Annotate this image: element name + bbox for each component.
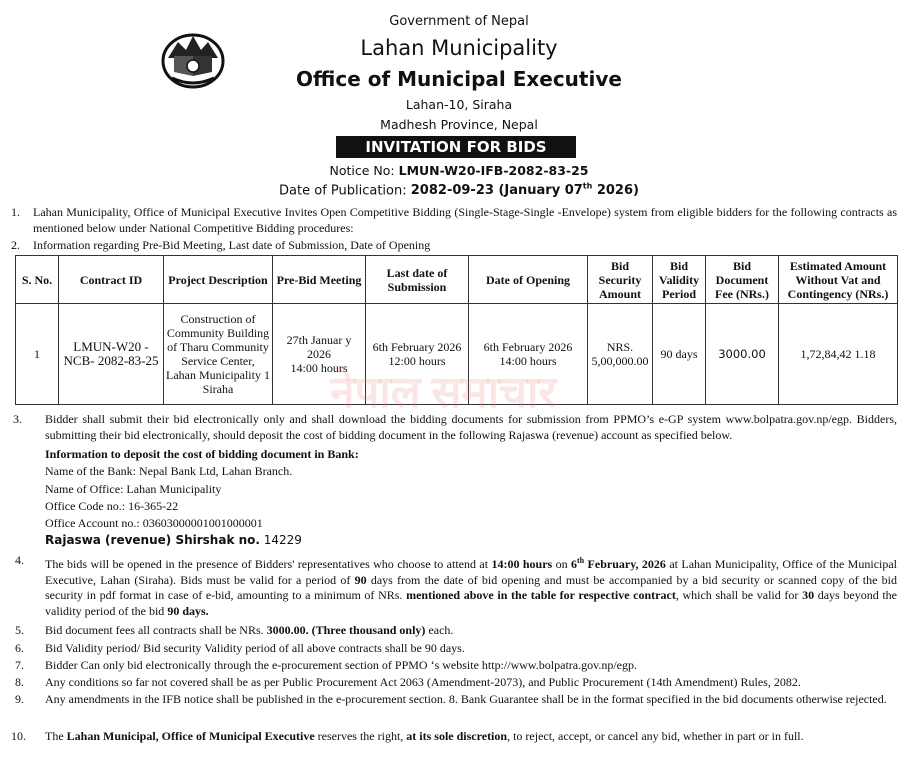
office-code: Office Code no.: 16-365-22 <box>45 499 179 513</box>
cell-estimate: 1,72,84,42 1.18 <box>779 304 898 405</box>
item-number: 4. <box>15 553 24 567</box>
item-9-text: Any amendments in the IFB notice shall be published in the e-procurement section. 8. Bank Guarantee shall be in the format specified in the bid documents otherwise rejected. <box>45 692 887 706</box>
municipality-title: Lahan Municipality <box>360 36 558 60</box>
bank-name: Name of the Bank: Nepal Bank Ltd, Lahan Branch. <box>45 464 293 478</box>
column-header: Bid Document Fee (NRs.) <box>706 256 779 304</box>
address-line-2: Madhesh Province, Nepal <box>380 117 538 132</box>
office-account: Office Account no.: 03603000001001000001 <box>45 516 263 530</box>
government-title: Government of Nepal <box>389 14 529 29</box>
table-header-row <box>16 256 898 304</box>
cell-sno: 1 <box>16 304 59 405</box>
address-line-1: Lahan-10, Siraha <box>405 97 513 112</box>
column-header: Last date of Submission <box>366 256 469 304</box>
rajaswa-shirshak: Rajaswa (revenue) Shirshak no. 14229 <box>45 533 302 547</box>
watermark: नेपाल समाचार <box>330 368 557 417</box>
item-10-text: The Lahan Municipal, Office of Municipal Executive reserves the right, at its sole discretion, to reject, accept, or cancel any bid, whether in part or in full. <box>45 729 804 743</box>
item-number: 7. <box>15 658 24 672</box>
office-name: Name of Office: Lahan Municipality <box>45 482 222 496</box>
notice-number: Notice No: LMUN-W20-IFB-2082-83-25 <box>329 163 589 178</box>
item-2-text: Information regarding Pre-Bid Meeting, Last date of Submission, Date of Opening <box>33 238 431 252</box>
item-4-text: The bids will be opened in the presence of Bidders' representatives who choose to attend at 14:00 hours on 6th February, 2026 at Lahan Municipality, Office of the Municipal Executive, Lahan (Siraha). Bids must be valid for a period of 90 days from the date of bid opening and must be accompanied by a bid security or scanned copy of the bid security in pdf format in case of e-bid, amounting to a minimum of NRs. mentioned above in the table for respective contract, which shall be valid for 30 days beyond the validity period of the bid 90 days. <box>45 556 898 618</box>
item-8-text: Any conditions so far not covered shall be as per Public Procurement Act 2063 (Amendment-2073), and Public Procurement (14th Amendment) Rules, 2082. <box>45 675 801 689</box>
cell-security: NRS. 5,00,000.00 <box>588 304 653 405</box>
publication-date: Date of Publication: 2082-09-23 (January 07th 2026) <box>279 182 639 199</box>
item-3-text: Bidder shall submit their bid electronically only and shall download the bidding documents for submission from PPMO’s e-GP system www.bolpatra.gov.np/egp. Bidders, submitting their bid electronically, should deposit the cost of bidding document in the following Rajaswa (revenue) account as specified below. <box>45 412 897 442</box>
cell-doc-fee: 3000.00 <box>706 304 779 405</box>
item-6-text: Bid Validity period/ Bid security Validity period of all above contracts shall be 90 days. <box>45 641 465 655</box>
cell-contract-id: LMUN-W20 - NCB- 2082-83-25 <box>59 304 164 405</box>
column-header: Date of Opening <box>469 256 588 304</box>
item-7-text: Bidder Can only bid electronically through the e-procurement section of PPMO ‘s website http://www.bolpatra.gov.np/egp. <box>45 658 637 672</box>
column-header: Project Description <box>164 256 273 304</box>
item-number: 10. <box>11 729 26 743</box>
column-header: Bid Validity Period <box>653 256 706 304</box>
column-header: S. No. <box>16 256 59 304</box>
invitation-banner: INVITATION FOR BIDS <box>336 136 576 158</box>
item-1-text: Lahan Municipality, Office of Municipal Executive Invites Open Competitive Bidding (Single-Stage-Single -Envelope) system from eligible bidders for the following contracts as mentioned below under National Competitive Bidding procedures: <box>33 205 897 235</box>
cell-description: Construction of Community Building of Tharu Community Service Center, Lahan Municipality 1 Siraha <box>164 304 273 405</box>
item-number: 2. <box>11 238 20 252</box>
item-number: 1. <box>11 205 20 219</box>
item-5-text: Bid document fees all contracts shall be NRs. 3000.00. (Three thousand only) each. <box>45 623 454 637</box>
cell-submission: 6th February 2026 12:00 hours <box>366 304 469 405</box>
item-number: 3. <box>13 412 22 426</box>
column-header: Bid Security Amount <box>588 256 653 304</box>
office-title: Office of Municipal Executive <box>296 67 622 91</box>
cell-prebid: 27th Januar y 2026 14:00 hours <box>273 304 366 405</box>
cell-opening: 6th February 2026 14:00 hours <box>469 304 588 405</box>
item-number: 6. <box>15 641 24 655</box>
cell-validity: 90 days <box>653 304 706 405</box>
item-number: 9. <box>15 692 24 706</box>
column-header: Pre-Bid Meeting <box>273 256 366 304</box>
column-header: Contract ID <box>59 256 164 304</box>
item-number: 5. <box>15 623 24 637</box>
deposit-heading: Information to deposit the cost of bidding document in Bank: <box>45 447 359 461</box>
item-number: 8. <box>15 675 24 689</box>
column-header: Estimated Amount Without Vat and Contingency (NRs.) <box>779 256 898 304</box>
